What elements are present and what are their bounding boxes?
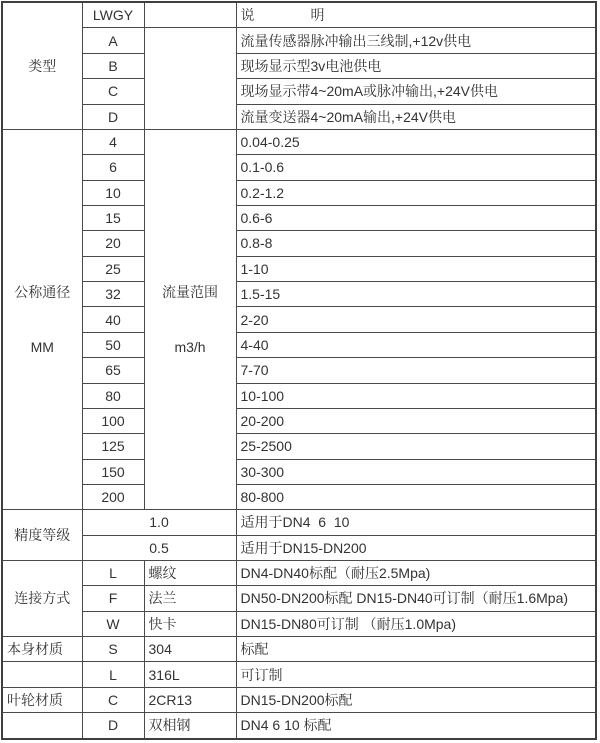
dn-cell: 150	[82, 459, 144, 484]
diameter-row	[2, 383, 596, 408]
type-desc-cell: 流量传感器脉冲输出三线制,+12v供电	[236, 28, 596, 53]
diameter-row	[2, 256, 596, 281]
range-cell: 80-800	[236, 484, 596, 509]
connection-row	[2, 561, 596, 586]
material-label-cell: 叶轮材质	[2, 687, 82, 712]
type-code-cell: A	[82, 28, 144, 53]
connection-section-label: 连接方式	[2, 561, 82, 637]
range-cell: 0.8-8	[236, 231, 596, 256]
material-row	[2, 662, 596, 687]
diameter-row	[2, 358, 596, 383]
material-code-cell: S	[82, 637, 144, 662]
diameter-row	[2, 307, 596, 332]
accuracy-desc-cell: 适用于DN4 6 10	[236, 510, 596, 535]
type-empty-cell	[144, 28, 236, 129]
diameter-row	[2, 282, 596, 307]
range-cell: 20-200	[236, 408, 596, 433]
desc-header-cell: 说 明	[236, 2, 596, 28]
material-row	[2, 713, 596, 739]
material-desc-cell: 标配	[236, 637, 596, 662]
connection-name-cell: 螺纹	[144, 561, 236, 586]
material-name-cell: 304	[144, 637, 236, 662]
type-code-cell: B	[82, 53, 144, 78]
diameter-label-line2: MM	[30, 338, 54, 355]
type-desc-cell: 现场显示型3v电池供电	[236, 53, 596, 78]
material-label-cell: 本身材质	[2, 637, 82, 662]
diameter-row	[2, 434, 596, 459]
connection-desc-cell: DN15-DN80可订制 （耐压1.0Mpa)	[236, 611, 596, 636]
dn-cell: 25	[82, 256, 144, 281]
material-desc-cell: DN4 6 10 标配	[236, 713, 596, 739]
dn-cell: 65	[82, 358, 144, 383]
material-name-cell: 双相钢	[144, 713, 236, 739]
flow-label-line1: 流量范围	[162, 284, 218, 301]
accuracy-section-label: 精度等级	[2, 510, 82, 561]
diameter-label-line1: 公称通径	[14, 284, 71, 301]
connection-code-cell: W	[82, 611, 144, 636]
dn-cell: 100	[82, 408, 144, 433]
dn-cell: 4	[82, 129, 144, 154]
material-label-cell	[2, 713, 82, 739]
material-row	[2, 687, 596, 712]
diameter-section-label	[2, 129, 82, 509]
connection-code-cell: L	[82, 561, 144, 586]
diameter-row	[2, 180, 596, 205]
type-section-label: 类型	[2, 2, 82, 129]
type-row	[2, 79, 596, 104]
accuracy-desc-cell: 适用于DN15-DN200	[236, 535, 596, 560]
material-label-cell	[2, 662, 82, 687]
material-name-cell: 2CR13	[144, 687, 236, 712]
material-desc-cell: DN15-DN200标配	[236, 687, 596, 712]
type-code-cell: D	[82, 104, 144, 129]
range-cell: 4-40	[236, 332, 596, 357]
dn-cell: 40	[82, 307, 144, 332]
model-header-cell: LWGY	[82, 2, 144, 28]
dn-cell: 200	[82, 484, 144, 509]
dn-cell: 6	[82, 155, 144, 180]
diameter-row	[2, 231, 596, 256]
material-code-cell: L	[82, 662, 144, 687]
accuracy-row	[2, 535, 596, 560]
range-cell: 0.1-0.6	[236, 155, 596, 180]
range-cell: 0.04-0.25	[236, 129, 596, 154]
accuracy-value-cell: 0.5	[82, 535, 236, 560]
dn-cell: 15	[82, 205, 144, 230]
type-row	[2, 104, 596, 129]
type-row	[2, 53, 596, 78]
type-row	[2, 28, 596, 53]
flow-range-label	[144, 129, 236, 509]
range-cell: 1-10	[236, 256, 596, 281]
diameter-row	[2, 484, 596, 509]
range-cell: 10-100	[236, 383, 596, 408]
range-cell: 7-70	[236, 358, 596, 383]
range-cell: 0.2-1.2	[236, 180, 596, 205]
type-code-cell: C	[82, 79, 144, 104]
material-code-cell: D	[82, 713, 144, 739]
connection-row	[2, 586, 596, 611]
dn-cell: 32	[82, 282, 144, 307]
connection-code-cell: F	[82, 586, 144, 611]
diameter-row	[2, 129, 596, 154]
accuracy-value-cell: 1.0	[82, 510, 236, 535]
type-desc-cell: 流量变送器4~20mA输出,+24V供电	[236, 104, 596, 129]
header-row	[2, 2, 596, 28]
dn-cell: 125	[82, 434, 144, 459]
diameter-row	[2, 205, 596, 230]
dn-cell: 10	[82, 180, 144, 205]
range-cell: 25-2500	[236, 434, 596, 459]
diameter-row	[2, 408, 596, 433]
dn-cell: 50	[82, 332, 144, 357]
range-cell: 1.5-15	[236, 282, 596, 307]
material-row	[2, 637, 596, 662]
dn-cell: 20	[82, 231, 144, 256]
type-desc-cell: 现场显示带4~20mA或脉冲输出,+24V供电	[236, 79, 596, 104]
diameter-row	[2, 459, 596, 484]
diameter-row	[2, 155, 596, 180]
connection-row	[2, 611, 596, 636]
material-desc-cell: 可订制	[236, 662, 596, 687]
accuracy-row	[2, 510, 596, 535]
material-name-cell: 316L	[144, 662, 236, 687]
range-cell: 2-20	[236, 307, 596, 332]
dn-cell: 80	[82, 383, 144, 408]
spec-table	[1, 1, 597, 740]
connection-desc-cell: DN4-DN40标配（耐压2.5Mpa)	[236, 561, 596, 586]
diameter-row	[2, 332, 596, 357]
connection-desc-cell: DN50-DN200标配 DN15-DN40可订制（耐压1.6Mpa)	[236, 586, 596, 611]
range-cell: 30-300	[236, 459, 596, 484]
material-code-cell: C	[82, 687, 144, 712]
range-cell: 0.6-6	[236, 205, 596, 230]
flow-label-line2: m3/h	[174, 338, 206, 355]
connection-name-cell: 法兰	[144, 586, 236, 611]
connection-name-cell: 快卡	[144, 611, 236, 636]
header-empty-cell	[144, 2, 236, 28]
